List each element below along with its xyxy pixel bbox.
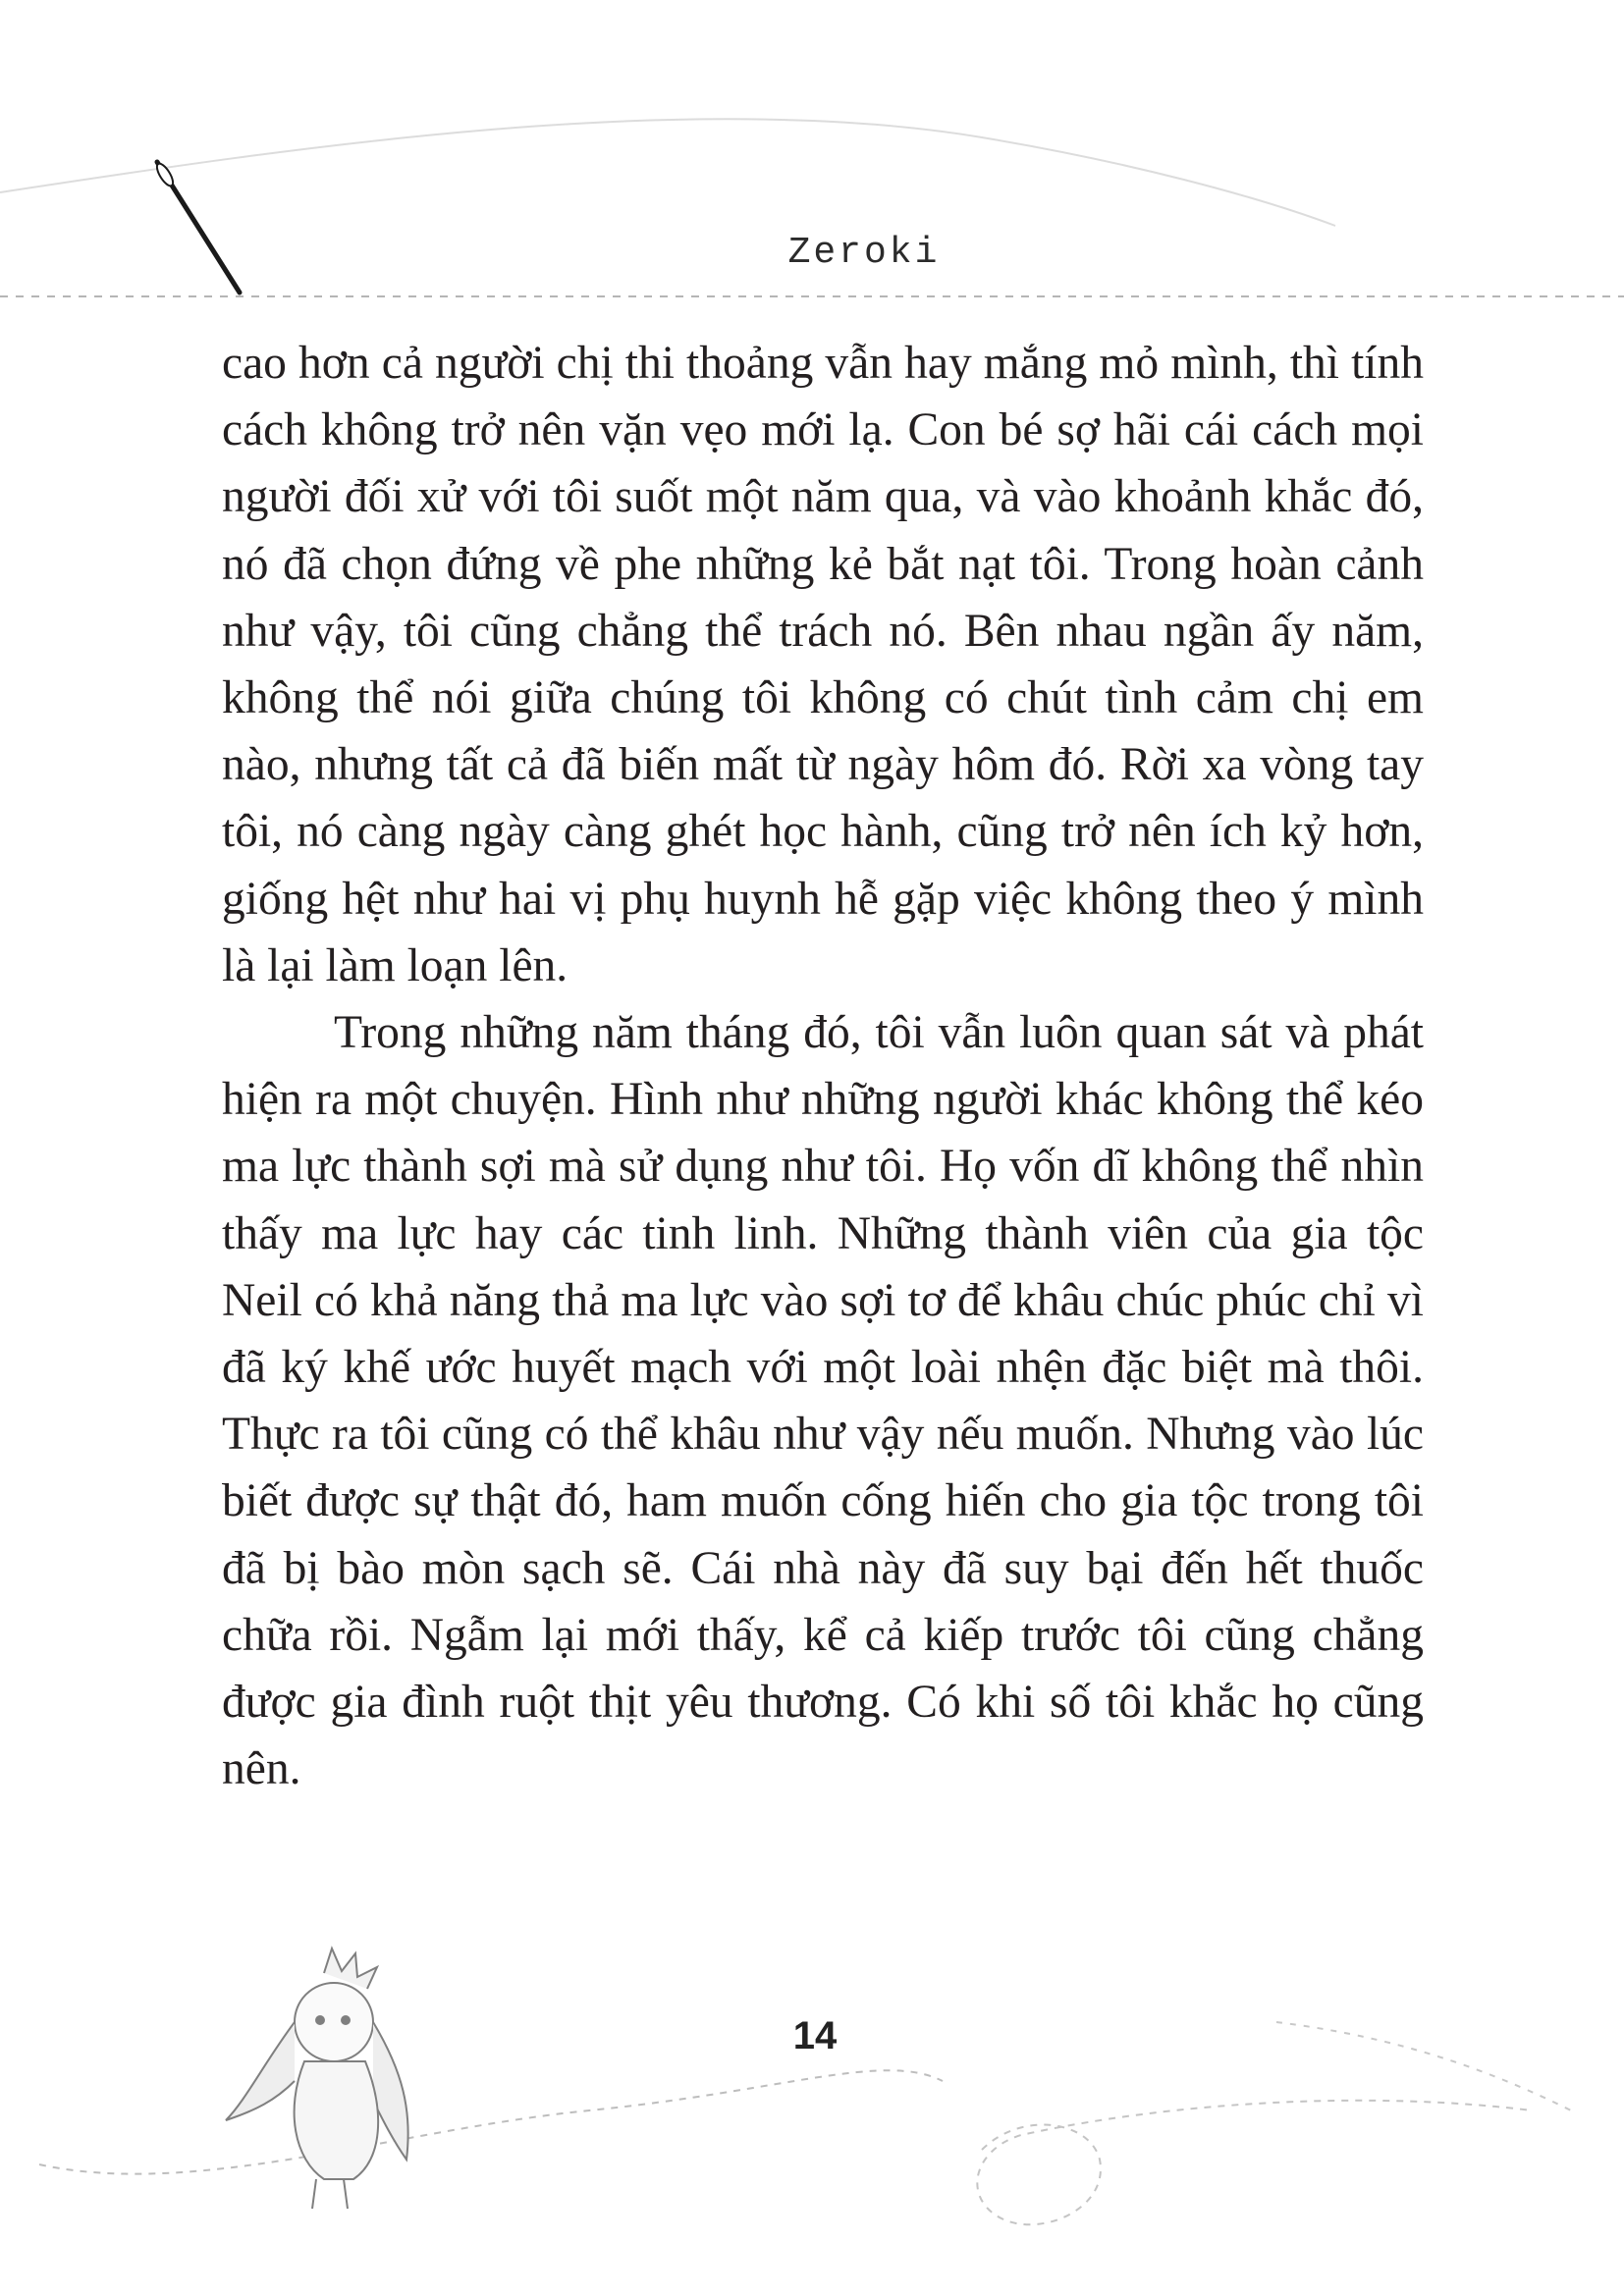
paragraph-1: cao hơn cả người chị thi thoảng vẫn hay mắng mỏ mình, thì tính cách không trở nên vặn vẹo mới lạ. Con bé sợ hãi cái cách mọi người đối xử với tôi suốt một năm qua, và vào khoảnh khắc đó, nó đã chọn đứng về phe những kẻ bắt nạt tôi. Trong hoàn cảnh như vậy, tôi cũng chẳng thể trách nó. Bên nhau ngần ấy năm, không thể nói giữa chúng tôi không có chút tình cảm chị em nào, nhưng tất cả đã biến mất từ ngày hôm đó. Rời xa vòng tay tôi, nó càng ngày càng ghét học hành, cũng trở nên ích kỷ hơn, giống hệt như hai vị phụ huynh hễ gặp việc không theo ý mình là lại làm loạn lên.	[222, 338, 1424, 991]
footer-dashed-tail	[1276, 2022, 1571, 2110]
body-text	[222, 330, 1424, 1802]
character-illustration	[226, 1949, 408, 2209]
running-header-title: Zeroki	[787, 232, 941, 274]
page-number: 14	[792, 2014, 838, 2057]
footer-dashed-swirl	[39, 2070, 943, 2173]
paragraph-2: Trong những năm tháng đó, tôi vẫn luôn quan sát và phát hiện ra một chuyện. Hình như những người khác không thể kéo ma lực thành sợi mà sử dụng như tôi. Họ vốn dĩ không thể nhìn thấy ma lực hay các tinh linh. Những thành viên của gia tộc Neil có khả năng thả ma lực vào sợi tơ để khâu chúc phúc chỉ vì đã ký khế ước huyết mạch với một loài nhện đặc biệt mà thôi. Thực ra tôi cũng có thể khâu như vậy nếu muốn. Nhưng vào lúc biết được sự thật đó, ham muốn cống hiến cho gia tộc trong tôi đã bị bào mòn sạch sẽ. Cái nhà này đã suy bại đến hết thuốc chữa rồi. Ngẫm lại mới thấy, kể cả kiếp trước tôi cũng chẳng được gia đình ruột thịt yêu thương. Có khi số tôi khắc họ cũng nên.	[222, 1007, 1424, 1795]
footer-dashed-loop	[977, 2101, 1532, 2224]
needle-icon	[154, 161, 240, 293]
header-swoosh-curve	[0, 119, 1335, 226]
